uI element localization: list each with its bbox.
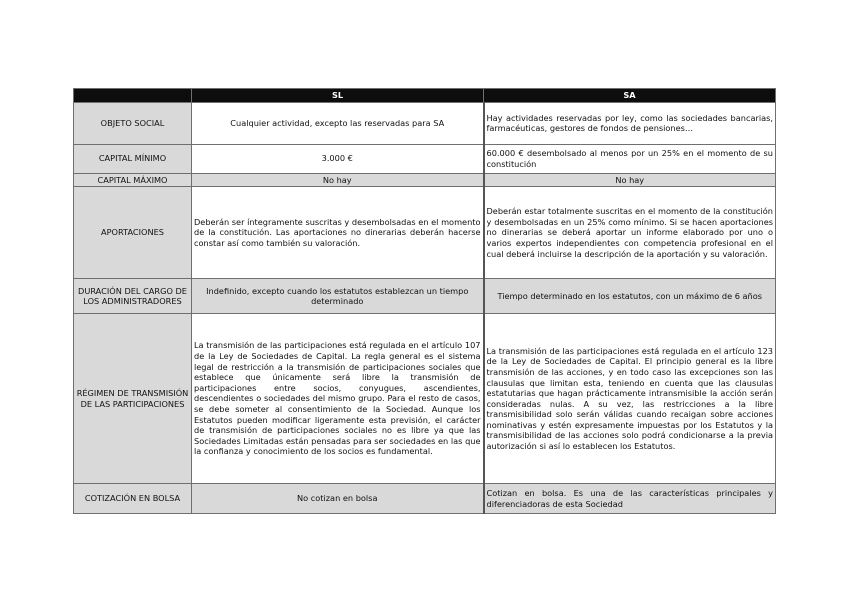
row-label: OBJETO SOCIAL — [74, 102, 192, 144]
row-duracion-cargo — [74, 279, 776, 314]
sa-cell: Deberán estar totalmente suscritas en el momento de la constitución y desembolsadas en un 25% como mínimo. Si se hacen aportaciones no dinerarias se deberá aportar un informe elaborado por uno o varios expertos independientes con competencia profesional en el cual deberá incluirse la descripción de la aportación y su valoración. — [484, 187, 776, 279]
row-label: DURACIÓN DEL CARGO DE LOS ADMINISTRADORES — [74, 279, 192, 314]
row-objeto-social — [74, 102, 776, 144]
sa-cell: Cotizan en bolsa. Es una de las características principales y diferenciadoras de esta Sociedad — [484, 484, 776, 514]
header-corner — [74, 89, 192, 103]
row-capital-minimo — [74, 144, 776, 173]
header-sa: SA — [484, 89, 776, 103]
sa-cell: No hay — [484, 173, 776, 187]
header-row — [74, 89, 776, 103]
row-capital-maximo — [74, 173, 776, 187]
row-regimen-transmision — [74, 314, 776, 484]
sl-cell: La transmisión de las participaciones está regulada en el artículo 107 de la Ley de Sociedades de Capital. La regla general es el sistema legal de restricción a la transmisión de participaciones sociales que establece que únicamente será libre la transmisión de participaciones entre socios, conyugues, ascendientes, descendientes o sociedades del mismo grupo. Para el resto de casos, se debe someter al consentimiento de la Sociedad. Aunque los Estatutos pueden modificar ligeramente esta previsión, el carácter de transmisión de participaciones sociales no es libre ya que las Sociedades Limitadas están pensadas para ser sociedades en las que la confianza y conocimiento de los socios es fundamental. — [192, 314, 484, 484]
row-label: APORTACIONES — [74, 187, 192, 279]
sl-cell: No cotizan en bolsa — [192, 484, 484, 514]
sl-cell: Deberán ser íntegramente suscritas y desembolsadas en el momento de la constitución. Las aportaciones no dinerarias deberán hacerse constar así como también su valoración. — [192, 187, 484, 279]
row-label: CAPITAL MÁXIMO — [74, 173, 192, 187]
header-sl: SL — [192, 89, 484, 103]
sl-cell: Indefinido, excepto cuando los estatutos establezcan un tiempo determinado — [192, 279, 484, 314]
sl-cell: 3.000 € — [192, 144, 484, 173]
row-aportaciones — [74, 187, 776, 279]
comparison-table — [73, 88, 776, 514]
row-label: COTIZACIÓN EN BOLSA — [74, 484, 192, 514]
row-label: CAPITAL MÍNIMO — [74, 144, 192, 173]
row-cotizacion-bolsa — [74, 484, 776, 514]
sl-cell: No hay — [192, 173, 484, 187]
sa-cell: La transmisión de las participaciones está regulada en el artículo 123 de la Ley de Sociedades de Capital. El principio general es la libre transmisión de las acciones, y en todo caso las excepciones son las clausulas que limitan esta, teniendo en cuenta que las clausulas estatutarias que hagan prácticamente intransmisible la acción serán consideradas nulas. A su vez, las restricciones a la libre transmisibilidad solo serán válidas cuando recaigan sobre acciones nominativas y estén expresamente impuestas por los Estatutos y la transmisibilidad de las acciones solo podrá condicionarse a la previa autorización si así lo establecen los Estatutos. — [484, 314, 776, 484]
sa-cell: 60.000 € desembolsado al menos por un 25% en el momento de su constitución — [484, 144, 776, 173]
row-label: RÉGIMEN DE TRANSMISIÓN DE LAS PARTICIPACIONES — [74, 314, 192, 484]
sa-cell: Hay actividades reservadas por ley, como las sociedades bancarias, farmacéuticas, gestores de fondos de pensiones… — [484, 102, 776, 144]
sa-cell: Tiempo determinado en los estatutos, con un máximo de 6 años — [484, 279, 776, 314]
sl-cell: Cualquier actividad, excepto las reservadas para SA — [192, 102, 484, 144]
